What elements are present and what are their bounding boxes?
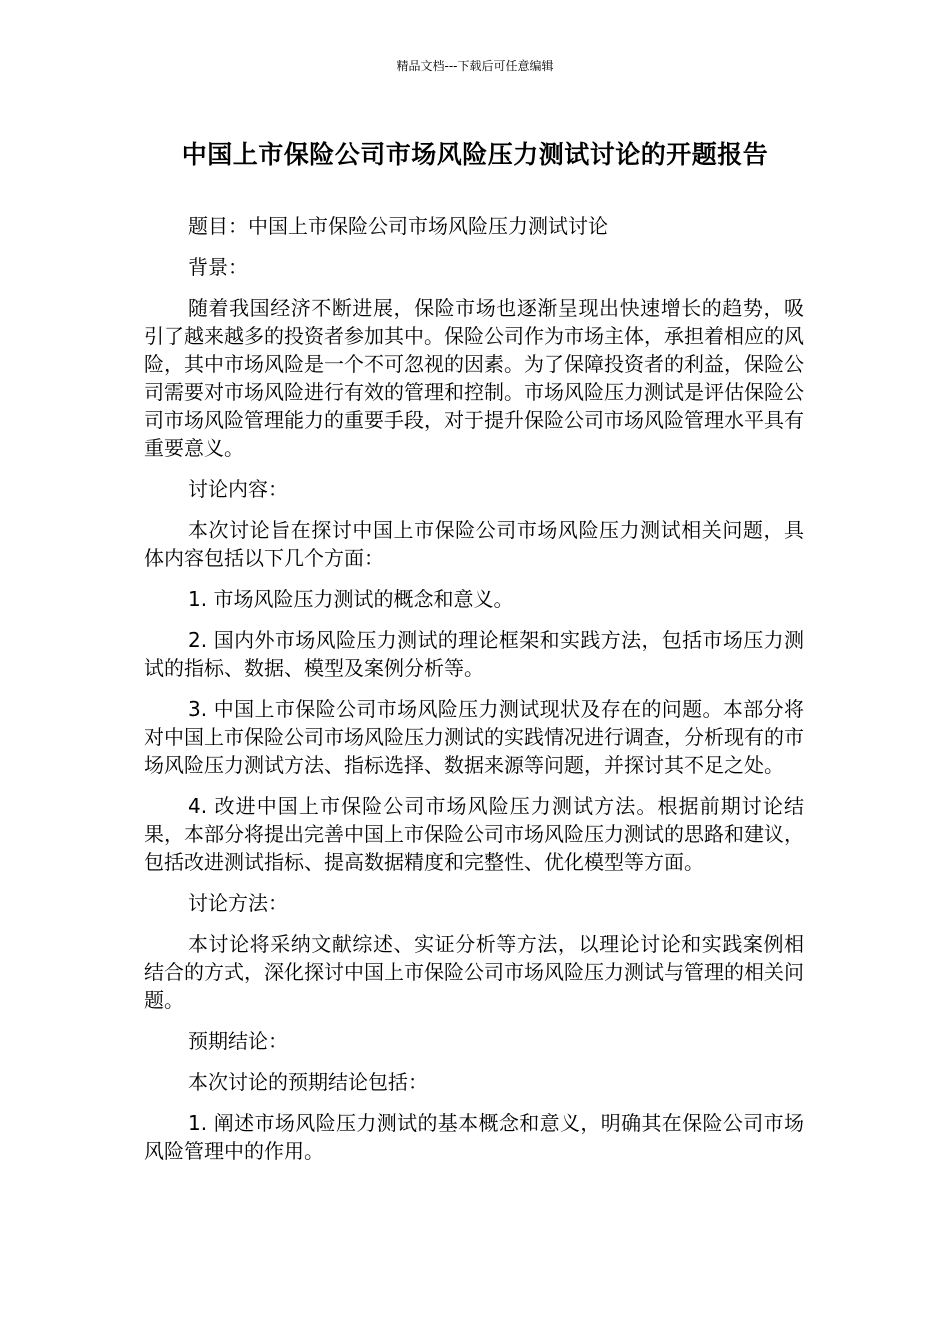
list-item-3: 3. 中国上市保险公司市场风险压力测试现状及存在的问题。本部分将对中国上市保险公司市场风险压力测试的实践情况进行调查，分析现有的市场风险压力测试方法、指标选择、数据来源等问题，并探讨其不足之处。 bbox=[144, 697, 804, 777]
list-item-1: 1. 市场风险压力测试的概念和意义。 bbox=[188, 587, 514, 611]
heading-expected-conclusion: 预期结论： bbox=[188, 1029, 288, 1053]
paragraph-research-intro: 本次讨论旨在探讨中国上市保险公司市场风险压力测试相关问题，具体内容包括以下几个方面： bbox=[144, 518, 804, 570]
page-header: 精品文档---下载后可任意编辑 bbox=[396, 59, 554, 73]
list-item-2: 2. 国内外市场风险压力测试的理论框架和实践方法，包括市场压力测试的指标、数据、模型及案例分析等。 bbox=[144, 628, 804, 680]
paragraph-research-method: 本讨论将采纳文献综述、实证分析等方法，以理论讨论和实践案例相结合的方式，深化探讨中国上市保险公司市场风险压力测试与管理的相关问题。 bbox=[144, 932, 804, 1012]
paragraph-background: 随着我国经济不断进展，保险市场也逐渐呈现出快速增长的趋势，吸引了越来越多的投资者参加其中。保险公司作为市场主体，承担着相应的风险，其中市场风险是一个不可忽视的因素。为了保障投资者的利益，保险公司需要对市场风险进行有效的管理和控制。市场风险压力测试是评估保险公司市场风险管理能力的重要手段，对于提升保险公司市场风险管理水平具有重要意义。 bbox=[144, 296, 804, 460]
heading-research-method: 讨论方法： bbox=[188, 891, 288, 915]
paragraph-expected-intro: 本次讨论的预期结论包括： bbox=[188, 1070, 428, 1094]
list-item-4: 4. 改进中国上市保险公司市场风险压力测试方法。根据前期讨论结果，本部分将提出完善中国上市保险公司市场风险压力测试的思路和建议，包括改进测试指标、提高数据精度和完整性、优化模型等方面。 bbox=[144, 794, 804, 874]
conclusion-item-1: 1. 阐述市场风险压力测试的基本概念和意义，明确其在保险公司市场风险管理中的作用。 bbox=[144, 1111, 804, 1163]
heading-research-content: 讨论内容： bbox=[188, 477, 288, 501]
document-title: 中国上市保险公司市场风险压力测试讨论的开题报告 bbox=[181, 140, 769, 169]
paragraph-topic: 题目：中国上市保险公司市场风险压力测试讨论 bbox=[188, 214, 608, 238]
document-body bbox=[144, 212, 804, 1178]
heading-background: 背景： bbox=[188, 255, 248, 279]
